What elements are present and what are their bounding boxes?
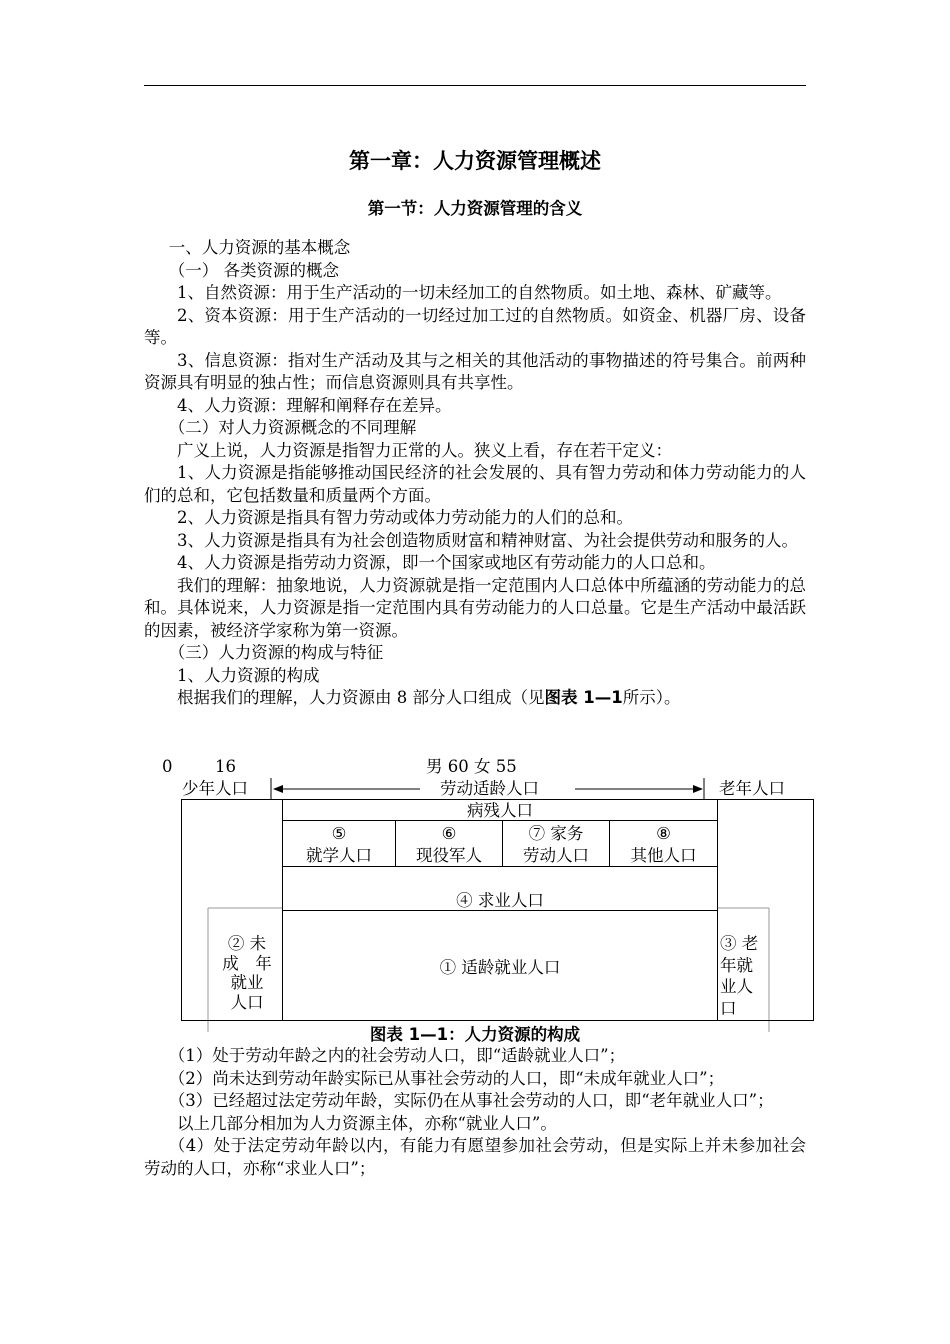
minor-line: 人口 xyxy=(230,992,264,1012)
age-16-label: 16 xyxy=(215,757,236,776)
paragraph: （三）人力资源的构成与特征 xyxy=(168,643,384,662)
cell7-number: ⑦ 家务 xyxy=(528,824,584,843)
paragraph: （4）处于法定劳动年龄以内，有能力有愿望参加社会劳动，但是实际上并未参加社会劳动的人口，亦称“求业人口”； xyxy=(144,1136,806,1178)
paragraph: 广义上说，人力资源是指智力正常的人。狭义上看，存在若干定义： xyxy=(177,440,672,460)
section-title: 第一节：人力资源管理的含义 xyxy=(367,199,583,218)
minor-line: 成 年 xyxy=(222,953,272,973)
paragraph: 1、人力资源的构成 xyxy=(177,665,320,685)
paragraph: 2、人力资源是指具有智力劳动或体力劳动能力的人们的总和。 xyxy=(177,508,633,527)
cell8-label: 其他人口 xyxy=(630,846,697,865)
left-arrowhead xyxy=(273,785,283,793)
elder-line: 年就 xyxy=(720,955,753,975)
job-seekers-label: ④ 求业人口 xyxy=(456,891,544,910)
minor-employed-label xyxy=(212,934,282,1012)
paragraph: 1、自然资源：用于生产活动的一切未经加工的自然物质。如土地、森林、矿藏等。 xyxy=(177,283,782,302)
chapter-title: 第一章：人力资源管理概述 xyxy=(349,149,601,173)
working-age-label: 劳动适龄人口 xyxy=(440,779,539,798)
core-employed-label: ① 适龄就业人口 xyxy=(439,958,561,977)
elderly-label: 老年人口 xyxy=(719,779,785,798)
elder-line: ③ 老 xyxy=(720,934,759,953)
body-text-continued xyxy=(144,1045,806,1180)
paragraph: 3、人力资源是指具有为社会创造物质财富和精神财富、为社会提供劳动和服务的人。 xyxy=(177,530,798,550)
paragraph: 3、信息资源：指对生产活动及其与之相关的其他活动的事物描述的符号集合。前两种资源具有明显的独占性；而信息资源则具有共享性。 xyxy=(144,350,806,392)
cell7-label: 劳动人口 xyxy=(523,846,589,865)
elder-line: 口 xyxy=(720,998,737,1018)
minor-line: ② 未 xyxy=(227,934,267,953)
paragraph: 一、人力资源的基本概念 xyxy=(168,238,351,257)
paragraph: （3）已经超过法定劳动年龄，实际仍在从事社会劳动的人口，即“老年就业人口”； xyxy=(168,1091,774,1110)
disabled-label: 病残人口 xyxy=(467,801,533,820)
retirement-age-label: 男 60 女 55 xyxy=(426,757,517,776)
youth-label: 少年人口 xyxy=(182,779,248,798)
cell5-label: 就学人口 xyxy=(306,846,372,865)
minor-line: 就业 xyxy=(230,973,264,992)
cell8-number: ⑧ xyxy=(656,824,671,843)
paragraph: 以上几部分相加为人力资源主体，亦称“就业人口”。 xyxy=(177,1113,557,1133)
paragraph: （二）对人力资源概念的不同理解 xyxy=(168,418,417,437)
paragraph: 我们的理解：抽象地说，人力资源就是指一定范围内人口总体中所蕴涵的劳动能力的总和。具体说来，人力资源是指一定范围内具有劳动能力的人口总量。它是生产活动中最活跃的因素，被经济学家称为第一资源。 xyxy=(144,575,806,640)
figure-caption: 图表 1—1：人力资源的构成 xyxy=(369,1025,581,1044)
cell5-number: ⑤ xyxy=(331,824,347,843)
paragraph: （一） 各类资源的概念 xyxy=(168,260,339,280)
cell6-number: ⑥ xyxy=(441,824,457,843)
paragraph: （1）处于劳动年龄之内的社会劳动人口，即“适龄就业人口”； xyxy=(168,1046,626,1065)
paragraph: 2、资本资源：用于生产活动的一切经过加工过的自然物质。如资金、机器厂房、设备等。 xyxy=(144,305,806,347)
cell6-label: 现役军人 xyxy=(416,846,482,865)
paragraph: 4、人力资源：理解和阐释存在差异。 xyxy=(177,395,452,415)
paragraph: （2）尚未达到劳动年龄实际已从事社会劳动的人口，即“未成年就业人口”； xyxy=(168,1068,725,1088)
age-0-label: 0 xyxy=(162,757,173,776)
elder-line: 业人 xyxy=(720,977,753,996)
paragraph: 4、人力资源是指劳动力资源，即一个国家或地区有劳动能力的人口总和。 xyxy=(177,553,716,572)
figure-intro: 根据我们的理解，人力资源由 8 部分人口组成（见图表 1—1所示）。 xyxy=(177,688,681,707)
elder-employed-label xyxy=(720,933,770,1019)
paragraph: 1、人力资源是指能够推动国民经济的社会发展的、具有智力劳动和体力劳动能力的人们的总和，它包括数量和质量两个方面。 xyxy=(144,463,806,505)
right-arrowhead xyxy=(693,785,703,793)
